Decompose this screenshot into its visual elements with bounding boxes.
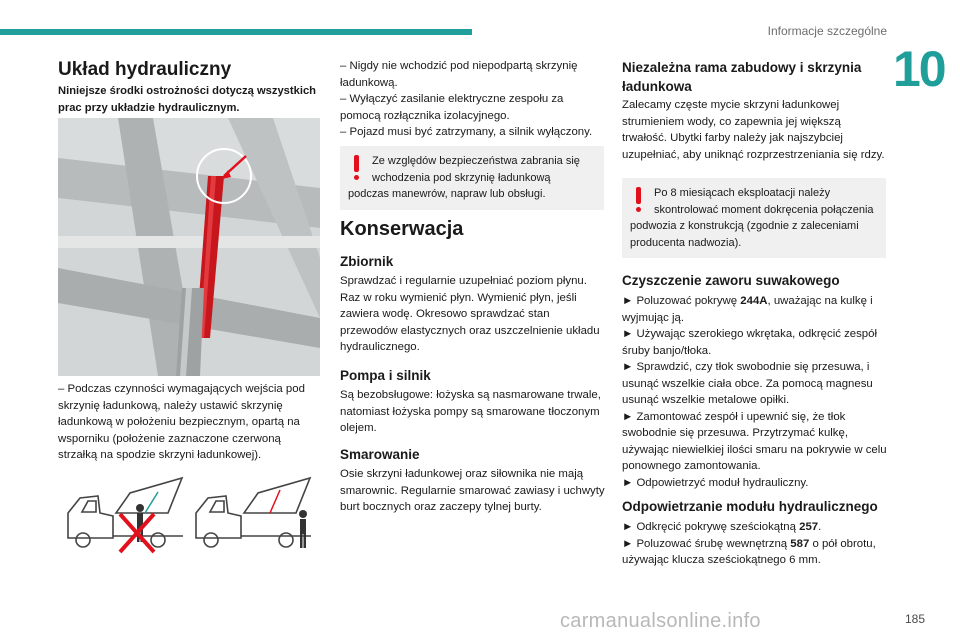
section-heading-maintenance: Konserwacja [340,218,464,240]
valve-step-5: ► Odpowietrzyć moduł hydrauliczny. [622,476,809,489]
intro-paragraph: Niniejsze środki ostrożności dotyczą wszystkich prac przy układzie hydraulicznym. [58,85,317,114]
subheading-pump: Pompa i silnik [340,368,431,383]
running-header: Informacje szczególne [767,24,887,38]
tipper-safety-illustration-icon [58,468,320,560]
section-heading-hydraulics: Układ hydrauliczny [58,59,232,80]
valve-step-3: ► Sprawdzić, czy tłok swobodnie się przesuwa, i usunąć wszelkie ciała obce. Za pomocą magnesu usunąć wszelkie metalowe opiłki. [622,361,873,406]
lubrication-text: Osie skrzyni ładunkowej oraz siłownika nie mają smarownic. Regularnie smarować zawiasy i uchwyty burt bocznych oraz zaczepy tylnej burty. [340,468,605,513]
watermark: carmanualsonline.info [560,610,761,632]
bleed-step-2: ► Poluzować śrubę wewnętrzną 587 o pół obrotu, używając klucza sześciokątnego 6 mm. [622,537,876,566]
warning-text: Po 8 miesiącach eksploatacji należy skontrolować moment dokręcenia połączenia podwozia z konstrukcją (zgodnie z zaleceniami producenta nadwozia). [630,187,874,249]
page-number: 185 [904,612,925,626]
valve-step-2: ► Używając szerokiego wkrętaka, odkręcić zespół śruby banjo/tłoka. [622,328,878,357]
warning-text: Ze względów bezpieczeństwa zabrania się wchodzenia pod skrzynię ładunkową podczas manewrów, napraw lub obsługi. [348,155,580,200]
pump-text: Są bezobsługowe: łożyska są nasmarowane trwale, natomiast łożyska pompy są smarowane tłoczonym olejem. [340,389,601,434]
valve-step-4: ► Zamontować zespół i upewnić się, że tłok swobodnie się przesuwa. Przytrzymać kulkę, używając niewielkiej ilości smaru na pokrywie w celu ponownego zamontowania. [622,410,887,472]
frame-text: Zalecamy częste mycie skrzyni ładunkowej strumieniem wody, co zapewnia jej większą trwałość. Ubytki farby należy jak najszybciej uzupełniać, aby uniknąć rozprzestrzeniania się rdzy. [622,99,885,161]
tipper-illustration [58,468,320,560]
header-accent-bar [0,29,472,35]
safety-list-item-3: – Pojazd musi być zatrzymany, a silnik wyłączony. [340,126,593,138]
warning-box-torque [622,178,886,258]
subheading-tank: Zbiornik [340,254,394,269]
warning-icon [348,153,366,181]
support-instruction-text: – Podczas czynności wymagających wejścia pod skrzynię ładunkową, należy ustawić skrzynię ładunkową w położeniu bezpiecznym, opartą na wsporniku (położenie zaznaczone czerwoną strzałką na spodzie skrzyni ładunkowej). [58,383,305,461]
valve-steps-list [622,293,888,491]
valve-step-1: ► Poluzować pokrywę 244A, uważając na kulkę i wyjmując ją. [622,295,873,324]
subheading-valve-cleaning: Czyszczenie zaworu suwakowego [622,273,840,288]
safety-list-item-1: – Nigdy nie wchodzić pod niepodpartą skrzynię ładunkową. [340,60,578,89]
bleed-step-1: ► Odkręcić pokrywę sześciokątną 257. [622,521,822,533]
bleeding-steps-list [622,519,888,569]
tank-text: Sprawdzać i regularnie uzupełniać poziom płynu. Raz w roku wymienić płyn. Wymienić płyn, jeśli zawiera wodę. Okresowo sprawdzać stan przewodów elastycznych oraz uszczelnienie układu hydraulicznego. [340,275,600,353]
chapter-number: 10 [893,41,945,97]
photo-support-strut-icon [58,118,320,376]
subheading-bleeding: Odpowietrzanie modułu hydraulicznego [622,499,878,514]
subheading-frame: Niezależna rama zabudowy i skrzynia ładunkowa [622,60,862,94]
warning-box-maneuvers [340,146,604,210]
subheading-lubrication: Smarowanie [340,447,420,462]
safety-list-item-2: – Wyłączyć zasilanie elektryczne zespołu za pomocą rozłącznika izolacyjnego. [340,93,564,122]
support-strut-photo [58,118,320,376]
warning-icon [630,185,648,213]
